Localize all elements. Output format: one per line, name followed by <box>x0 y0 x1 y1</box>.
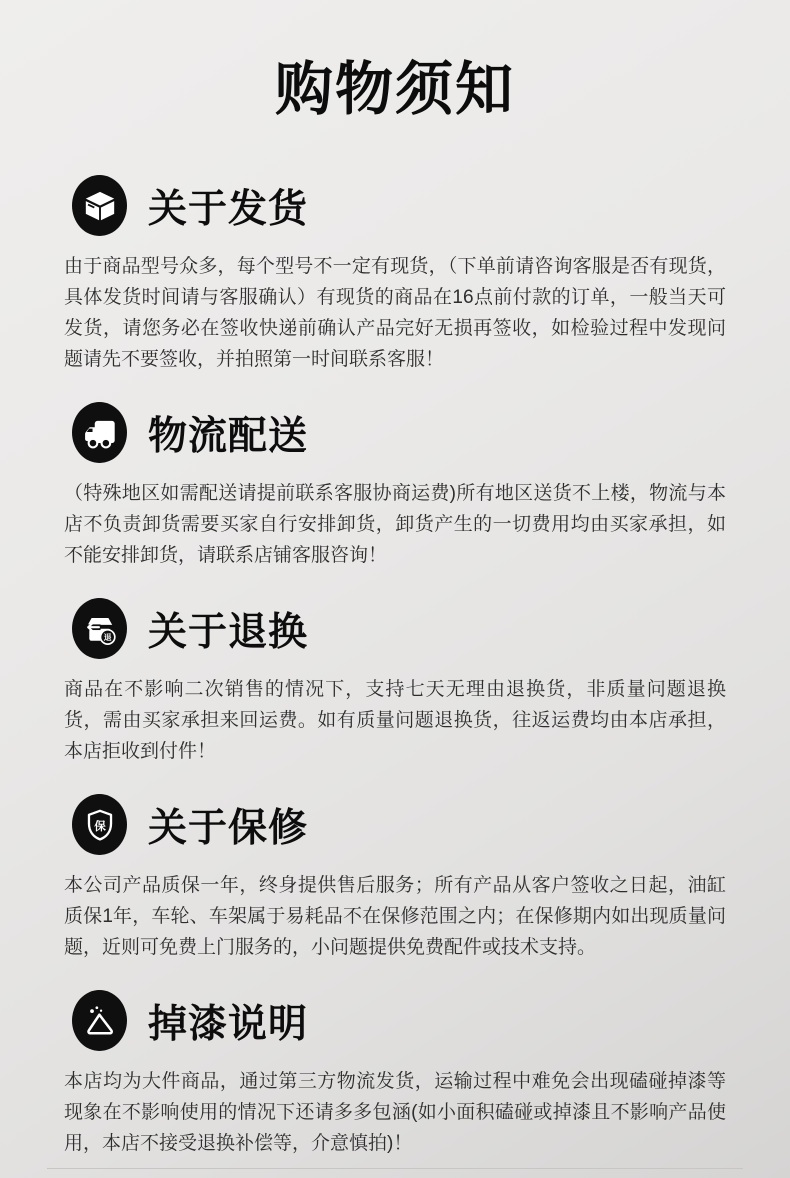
section-warranty <box>64 794 726 963</box>
section-returns <box>64 598 726 767</box>
section-heading-paint: 掉漆说明 <box>148 1002 309 1046</box>
section-heading-logistics: 物流配送 <box>148 414 309 458</box>
section-logistics-header <box>72 402 726 463</box>
section-returns-header <box>72 598 726 659</box>
return-box-icon <box>72 598 127 659</box>
paint-chip-icon <box>72 990 127 1051</box>
section-heading-warranty: 关于保修 <box>148 806 309 850</box>
section-heading-returns: 关于退换 <box>148 610 309 654</box>
section-logistics <box>64 402 726 571</box>
section-body-shipping: 由于商品型号众多，每个型号不一定有现货，（下单前请咨询客服是否有现货，具体发货时间请与客服确认）有现货的商品在16点前付款的订单，一般当天可发货，请您务必在签收快递前确认产品完好无损再签收，如检验过程中发现问题请先不要签收，并拍照第一时间联系客服！ <box>64 256 726 370</box>
section-paint <box>64 990 726 1159</box>
truck-icon <box>72 402 127 463</box>
section-shipping-header <box>72 175 726 236</box>
shield-glyph: 保 <box>93 820 106 833</box>
package-icon <box>72 175 127 236</box>
bottom-divider <box>47 1168 743 1169</box>
section-body-paint: 本店均为大件商品，通过第三方物流发货，运输过程中难免会出现磕碰掉漆等现象在不影响使用的情况下还请多多包涵(如小面积磕碰或掉漆且不影响产品使用，本店不接受退换补偿等，介意慎拍)！ <box>64 1071 726 1154</box>
shield-icon <box>72 794 127 855</box>
section-body-warranty: 本公司产品质保一年，终身提供售后服务；所有产品从客户签收之日起，油缸质保1年，车轮、车架属于易耗品不在保修范围之内；在保修期内如出现质量问题，近则可免费上门服务的，小问题提供免费配件或技术支持。 <box>64 875 726 958</box>
section-body-logistics: （特殊地区如需配送请提前联系客服协商运费)所有地区送货不上楼，物流与本店不负责卸货需要买家自行安排卸货，卸货产生的一切费用均由买家承担，如不能安排卸货，请联系店铺客服咨询！ <box>64 483 726 566</box>
return-badge-glyph: 退 <box>103 632 112 642</box>
section-heading-shipping: 关于发货 <box>148 187 309 231</box>
section-shipping <box>64 175 726 375</box>
page-title: 购物须知 <box>274 57 515 122</box>
section-body-returns: 商品在不影响二次销售的情况下，支持七天无理由退换货，非质量问题退换货，需由买家承担来回运费。如有质量问题退换货，往返运费均由本店承担，本店拒收到付件！ <box>64 679 726 762</box>
section-paint-header <box>72 990 726 1051</box>
section-warranty-header <box>72 794 726 855</box>
